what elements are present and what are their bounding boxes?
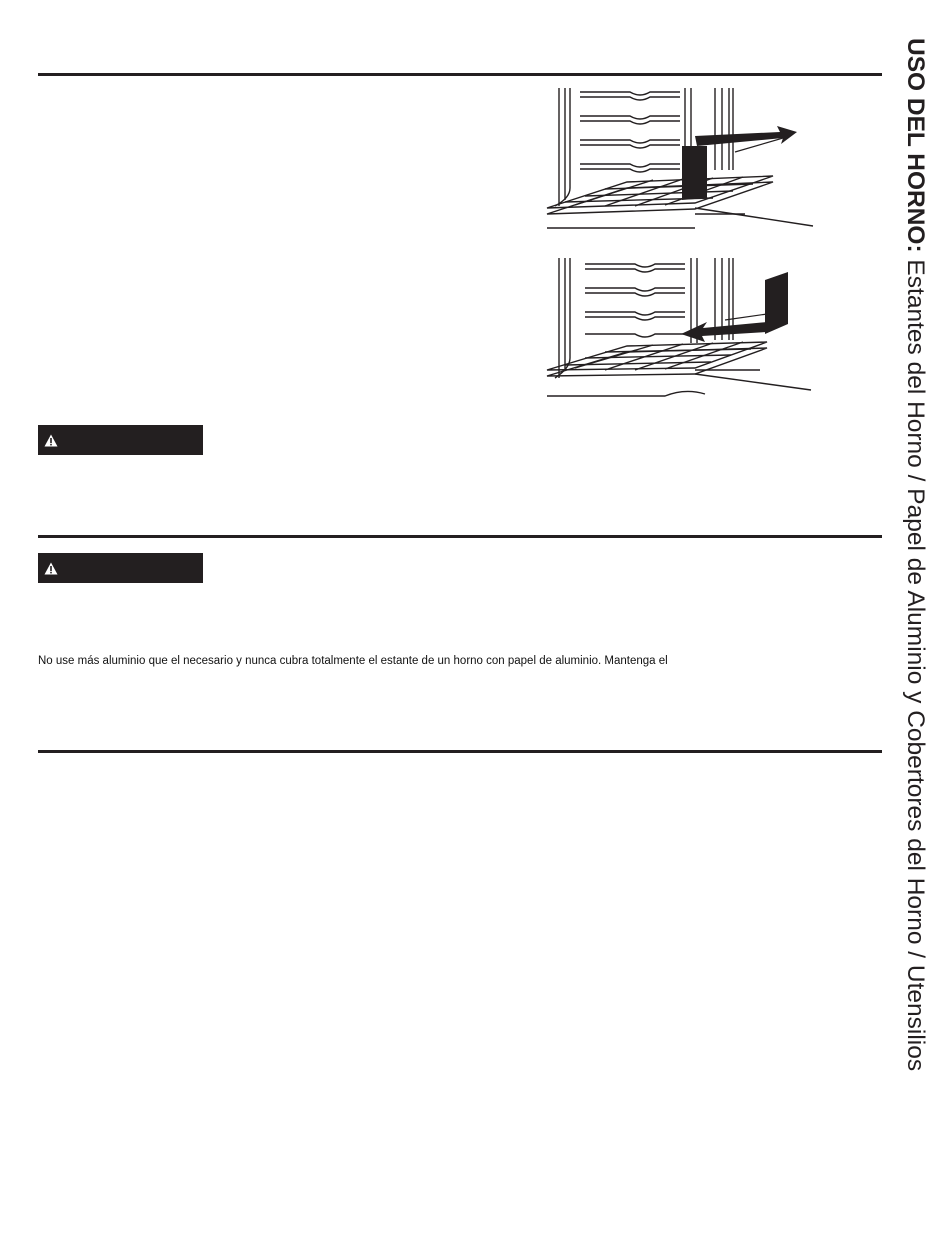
section-divider-middle	[38, 535, 882, 538]
section-topics: Estantes del Horno / Papel de Aluminio y Cobertores del Horno / Utensilios	[902, 252, 929, 1072]
foil-usage-instruction: No use más aluminio que el necesario y nunca cubra totalmente el estante de un horno con papel de aluminio. Mantenga el	[38, 655, 668, 667]
section-label: USO DEL HORNO:	[902, 38, 929, 253]
section-divider-top	[38, 73, 882, 76]
side-section-heading	[900, 38, 930, 1071]
warning-banner-foil	[38, 553, 203, 583]
section-divider-bottom	[38, 750, 882, 753]
warning-triangle-icon	[44, 562, 58, 575]
oven-rack-removal-illustration	[545, 88, 820, 233]
warning-banner-rack	[38, 425, 203, 455]
warning-triangle-icon	[44, 434, 58, 447]
oven-rack-insertion-illustration	[545, 258, 820, 406]
